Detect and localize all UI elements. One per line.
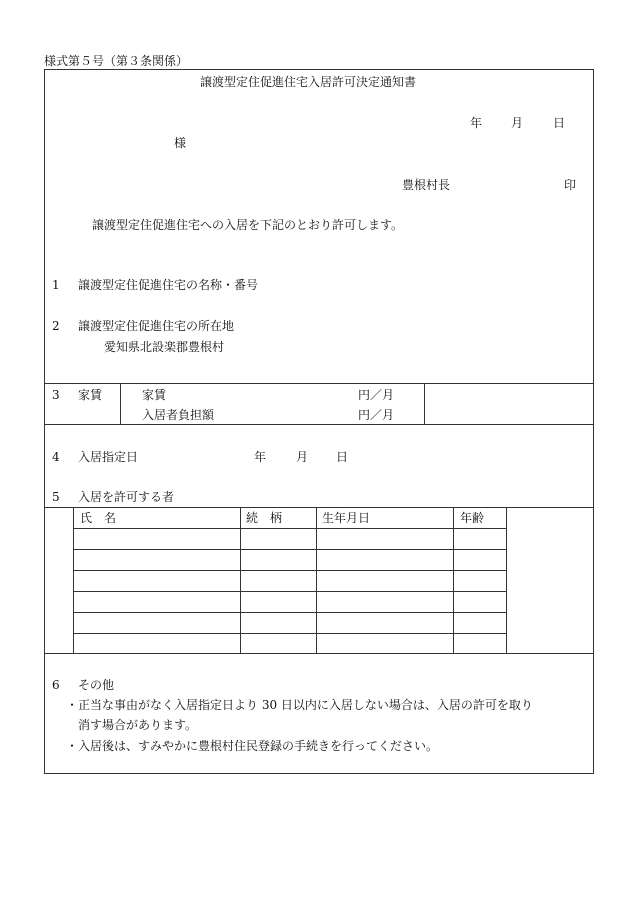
issuer: 豊根村長	[402, 178, 451, 192]
rent-cell-divider	[120, 383, 121, 424]
note-line: 消す場合があります。	[78, 718, 198, 732]
item-3-label: 家賃	[78, 388, 103, 402]
rent-label: 家賃	[142, 388, 167, 402]
start-month: 月	[296, 450, 309, 464]
table-row-line	[73, 591, 506, 592]
date-day: 日	[553, 116, 566, 130]
col-header-name: 氏 名	[80, 511, 117, 525]
col-header-relation: 続 柄	[246, 511, 283, 525]
item-2-value: 愛知県北設楽郡豊根村	[104, 340, 225, 354]
divider	[44, 424, 594, 425]
item-5-label: 入居を許可する者	[78, 490, 175, 504]
note-line: ・入居後は、すみやかに豊根村住民登録の手続きを行ってください。	[66, 739, 439, 753]
addressee-suffix: 様	[174, 136, 187, 150]
intro-text: 譲渡型定住促進住宅への入居を下記のとおり許可します。	[92, 218, 404, 232]
divider	[44, 653, 594, 654]
form-number: 様式第５号（第３条関係）	[44, 54, 189, 68]
item-5-number: 5	[52, 490, 60, 504]
date-month: 月	[511, 116, 524, 130]
col-header-birthdate: 生年月日	[322, 511, 371, 525]
start-year: 年	[254, 450, 267, 464]
note-line: ・正当な事由がなく入居指定日より 30 日以内に入居しない場合は、入居の許可を取り	[66, 698, 533, 712]
burden-label: 入居者負担額	[142, 408, 215, 422]
table-row-line	[73, 549, 506, 550]
burden-unit: 円／月	[358, 408, 395, 422]
document-title: 譲渡型定住促進住宅入居許可決定通知書	[200, 75, 417, 89]
item-6-label: その他	[78, 678, 115, 692]
item-6-number: 6	[52, 678, 60, 692]
item-3-number: 3	[52, 388, 60, 402]
table-top-line	[44, 507, 594, 508]
col-header-age: 年齢	[460, 511, 485, 525]
rent-cell-divider	[424, 383, 425, 424]
table-row-line	[73, 528, 506, 529]
divider	[44, 383, 594, 384]
item-2-number: 2	[52, 319, 60, 333]
item-4-label: 入居指定日	[78, 450, 139, 464]
seal-mark: 印	[564, 178, 577, 192]
item-4-number: 4	[52, 450, 60, 464]
rent-unit: 円／月	[358, 388, 395, 402]
form-frame	[44, 69, 594, 774]
item-2-label: 譲渡型定住促進住宅の所在地	[78, 319, 235, 333]
table-row-line	[73, 633, 506, 634]
date-year: 年	[470, 116, 483, 130]
table-col-line	[506, 507, 507, 653]
table-row-line	[73, 612, 506, 613]
table-row-line	[73, 570, 506, 571]
item-1-number: 1	[52, 278, 60, 292]
start-day: 日	[336, 450, 349, 464]
item-1-label: 譲渡型定住促進住宅の名称・番号	[78, 278, 259, 292]
